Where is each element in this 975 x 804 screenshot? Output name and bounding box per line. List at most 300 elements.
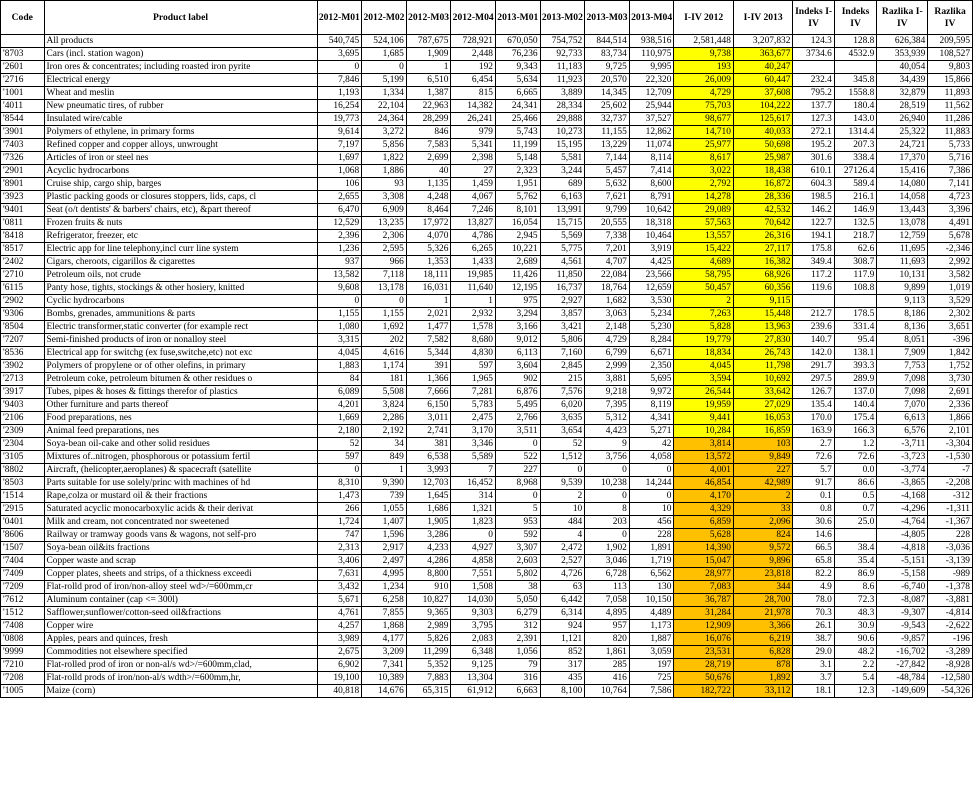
cell-code: '9401: [1, 204, 45, 217]
cell-m2013-01: 522: [495, 451, 540, 464]
cell-indeks2: 338.4: [834, 152, 876, 165]
cell-m2013-04: 197: [629, 659, 674, 672]
cell-m2012-04: 4,858: [451, 555, 496, 568]
cell-m2012-02: 3,209: [362, 646, 407, 659]
cell-m2012-01: 3,432: [317, 581, 362, 594]
cell-m2013-04: 5,230: [629, 321, 674, 334]
cell-m2013-01: 8,968: [495, 477, 540, 490]
column-header-m2013-02: 2013-M02: [540, 1, 585, 35]
cell-code: '1512: [1, 607, 45, 620]
cell-m2013-03: 22,084: [585, 269, 630, 282]
cell-m2012-04: 14,382: [451, 100, 496, 113]
cell-razlika1: 28,519: [877, 100, 928, 113]
cell-razlika1: 11,695: [877, 243, 928, 256]
cell-m2012-03: 2,741: [406, 425, 451, 438]
table-body: [1, 35, 973, 698]
cell-m2012-04: 0: [451, 529, 496, 542]
table-row: [1, 334, 973, 347]
cell-m2012-03: 5,344: [406, 347, 451, 360]
cell-razlika1: 7,098: [877, 373, 928, 386]
cell-m2013-04: 11,074: [629, 139, 674, 152]
cell-m2013-04: 5,695: [629, 373, 674, 386]
cell-razlika2: -2,622: [928, 620, 973, 633]
cell-m2013-01: 670,050: [495, 35, 540, 48]
cell-m2013-01: 24,341: [495, 100, 540, 113]
cell-m2012-04: 6,348: [451, 646, 496, 659]
cell-razlika2: -1,530: [928, 451, 973, 464]
cell-code: '3917: [1, 386, 45, 399]
column-header-product: Product label: [44, 1, 317, 35]
cell-m2012-02: 14,676: [362, 685, 407, 698]
cell-product: Cyclic hydrocarbons: [44, 295, 317, 308]
cell-m2012-04: 5,783: [451, 399, 496, 412]
cell-i-iv-2013: 16,053: [733, 412, 792, 425]
cell-m2013-02: 852: [540, 646, 585, 659]
column-header-i-iv-2013: I-IV 2013: [733, 1, 792, 35]
cell-indeks2: 132.5: [834, 217, 876, 230]
cell-m2012-01: 0: [317, 295, 362, 308]
cell-m2013-02: 2,845: [540, 360, 585, 373]
cell-indeks1: 3.1: [793, 659, 834, 672]
cell-razlika2: 108,527: [928, 48, 973, 61]
cell-razlika2: -1,367: [928, 516, 973, 529]
cell-razlika1: -9,307: [877, 607, 928, 620]
cell-i-iv-2012: 10,284: [674, 425, 733, 438]
cell-m2013-01: 8,101: [495, 204, 540, 217]
cell-indeks1: 2.7: [793, 438, 834, 451]
cell-m2012-04: 6,454: [451, 74, 496, 87]
cell-razlika2: 7,386: [928, 165, 973, 178]
cell-m2012-03: 4,233: [406, 542, 451, 555]
cell-product: Soya-bean oil-cake and other solid residues: [44, 438, 317, 451]
cell-m2012-01: 6,089: [317, 386, 362, 399]
cell-m2013-04: 1,887: [629, 633, 674, 646]
cell-m2013-03: 820: [585, 633, 630, 646]
cell-m2012-01: 597: [317, 451, 362, 464]
cell-razlika1: 24,721: [877, 139, 928, 152]
table-row: [1, 477, 973, 490]
cell-razlika1: 7,909: [877, 347, 928, 360]
cell-m2013-04: 7,586: [629, 685, 674, 698]
cell-m2012-01: 13,582: [317, 269, 362, 282]
cell-i-iv-2012: 16,076: [674, 633, 733, 646]
cell-i-iv-2013: 26,743: [733, 347, 792, 360]
cell-m2013-03: 3,046: [585, 555, 630, 568]
cell-indeks1: 146.2: [793, 204, 834, 217]
cell-i-iv-2013: 6,219: [733, 633, 792, 646]
cell-razlika1: 8,186: [877, 308, 928, 321]
cell-m2013-01: 11,426: [495, 269, 540, 282]
cell-i-iv-2012: 15,047: [674, 555, 733, 568]
cell-code: '8418: [1, 230, 45, 243]
cell-m2013-01: 6,279: [495, 607, 540, 620]
cell-razlika2: 3,651: [928, 321, 973, 334]
cell-m2013-02: 3,244: [540, 165, 585, 178]
cell-indeks1: 122.7: [793, 217, 834, 230]
cell-indeks1: 170.0: [793, 412, 834, 425]
cell-m2013-04: 10,642: [629, 204, 674, 217]
cell-indeks2: 138.1: [834, 347, 876, 360]
cell-product: Railway or tramway goods vans & wagons, not self-pro: [44, 529, 317, 542]
cell-product: Acyclic hydrocarbons: [44, 165, 317, 178]
cell-m2013-01: 5,762: [495, 191, 540, 204]
cell-indeks1: 3.7: [793, 672, 834, 685]
cell-m2012-01: 747: [317, 529, 362, 542]
cell-i-iv-2013: 363,677: [733, 48, 792, 61]
cell-i-iv-2012: 19,779: [674, 334, 733, 347]
cell-m2013-03: 957: [585, 620, 630, 633]
cell-m2012-04: 2,448: [451, 48, 496, 61]
cell-razlika2: 2,336: [928, 399, 973, 412]
cell-i-iv-2012: 4,001: [674, 464, 733, 477]
cell-indeks2: 95.4: [834, 334, 876, 347]
cell-indeks2: 146.9: [834, 204, 876, 217]
table-row: [1, 295, 973, 308]
table-row: [1, 74, 973, 87]
cell-m2013-02: 5,806: [540, 334, 585, 347]
cell-indeks2: 0.0: [834, 464, 876, 477]
cell-m2012-02: 739: [362, 490, 407, 503]
cell-razlika1: -48,784: [877, 672, 928, 685]
cell-m2013-03: 5,457: [585, 165, 630, 178]
cell-indeks1: 239.6: [793, 321, 834, 334]
cell-m2012-04: 1,965: [451, 373, 496, 386]
cell-i-iv-2013: 28,700: [733, 594, 792, 607]
cell-m2013-01: 6,113: [495, 347, 540, 360]
cell-i-iv-2013: 68,926: [733, 269, 792, 282]
cell-indeks1: 26.1: [793, 620, 834, 633]
cell-m2012-04: 4,927: [451, 542, 496, 555]
cell-code: '9403: [1, 399, 45, 412]
table-row: [1, 685, 973, 698]
table-row: [1, 464, 973, 477]
cell-m2012-04: 1,508: [451, 581, 496, 594]
cell-m2013-03: 7,201: [585, 243, 630, 256]
cell-product: Animal feed preparations, nes: [44, 425, 317, 438]
cell-m2012-04: 815: [451, 87, 496, 100]
cell-razlika2: -196: [928, 633, 973, 646]
cell-i-iv-2013: 40,247: [733, 61, 792, 74]
cell-m2013-04: 1,719: [629, 555, 674, 568]
cell-indeks2: 331.4: [834, 321, 876, 334]
cell-razlika1: -4,805: [877, 529, 928, 542]
cell-razlika1: -27,842: [877, 659, 928, 672]
cell-m2013-04: 456: [629, 516, 674, 529]
cell-indeks2: 0.7: [834, 503, 876, 516]
cell-m2013-01: 10,221: [495, 243, 540, 256]
cell-m2012-01: 540,745: [317, 35, 362, 48]
cell-m2012-04: 7,246: [451, 204, 496, 217]
cell-razlika2: 1,752: [928, 360, 973, 373]
cell-m2013-03: 5,312: [585, 412, 630, 425]
cell-m2012-02: 6,258: [362, 594, 407, 607]
cell-m2012-02: 34: [362, 438, 407, 451]
cell-m2012-04: 1,823: [451, 516, 496, 529]
cell-code: '8703: [1, 48, 45, 61]
cell-m2012-03: 1,387: [406, 87, 451, 100]
cell-indeks1: 272.1: [793, 126, 834, 139]
cell-razlika1: 8,051: [877, 334, 928, 347]
cell-i-iv-2012: 46,854: [674, 477, 733, 490]
cell-m2012-01: 266: [317, 503, 362, 516]
table-row: [1, 139, 973, 152]
cell-razlika2: 1,019: [928, 282, 973, 295]
cell-code: '2915: [1, 503, 45, 516]
cell-razlika2: 7,141: [928, 178, 973, 191]
cell-indeks1: 291.7: [793, 360, 834, 373]
cell-m2013-02: 3,654: [540, 425, 585, 438]
cell-razlika1: -5,158: [877, 568, 928, 581]
cell-m2013-02: 484: [540, 516, 585, 529]
cell-indeks2: 1.2: [834, 438, 876, 451]
cell-razlika2: -4,814: [928, 607, 973, 620]
cell-razlika2: 3,396: [928, 204, 973, 217]
cell-indeks1: 126.7: [793, 386, 834, 399]
cell-razlika1: 13,078: [877, 217, 928, 230]
cell-i-iv-2013: 28,336: [733, 191, 792, 204]
cell-m2012-01: 2,675: [317, 646, 362, 659]
cell-m2013-02: 1,512: [540, 451, 585, 464]
cell-razlika1: 7,753: [877, 360, 928, 373]
table-row: [1, 399, 973, 412]
cell-i-iv-2012: 50,676: [674, 672, 733, 685]
cell-product: Copper waste and scrap: [44, 555, 317, 568]
cell-indeks1: 212.7: [793, 308, 834, 321]
column-header-m2012-03: 2012-M03: [406, 1, 451, 35]
cell-product: Electrical app for switchg (ex fuse,switche,etc) not exc: [44, 347, 317, 360]
cell-m2013-04: 9,972: [629, 386, 674, 399]
cell-i-iv-2012: 3,022: [674, 165, 733, 178]
cell-indeks2: 117.9: [834, 269, 876, 282]
cell-i-iv-2012: 9,441: [674, 412, 733, 425]
cell-indeks2: 5.4: [834, 672, 876, 685]
cell-m2013-01: 1,951: [495, 178, 540, 191]
cell-product: Soya-bean oil&its fractions: [44, 542, 317, 555]
cell-indeks2: [834, 61, 876, 74]
cell-m2012-02: 849: [362, 451, 407, 464]
cell-m2013-01: 902: [495, 373, 540, 386]
cell-m2012-04: 1,459: [451, 178, 496, 191]
cell-i-iv-2013: 1,892: [733, 672, 792, 685]
cell-m2012-03: 28,299: [406, 113, 451, 126]
cell-m2012-01: 2,313: [317, 542, 362, 555]
cell-m2013-04: 4,489: [629, 607, 674, 620]
cell-m2012-03: 8,464: [406, 204, 451, 217]
cell-m2013-02: 215: [540, 373, 585, 386]
cell-m2013-01: 0: [495, 490, 540, 503]
cell-indeks2: 393.3: [834, 360, 876, 373]
cell-code: [1, 35, 45, 48]
cell-razlika1: -9,857: [877, 633, 928, 646]
cell-product: Flat-rolled prod of iron or non-al/s wd>/=600mm,clad,: [44, 659, 317, 672]
cell-m2013-03: 7,395: [585, 399, 630, 412]
cell-m2012-01: 19,773: [317, 113, 362, 126]
cell-indeks2: 25.0: [834, 516, 876, 529]
cell-indeks1: 18.1: [793, 685, 834, 698]
cell-m2013-04: 25,944: [629, 100, 674, 113]
cell-m2012-04: 5,341: [451, 139, 496, 152]
cell-m2013-01: 5,148: [495, 152, 540, 165]
cell-m2013-04: 725: [629, 672, 674, 685]
cell-m2012-04: 2,083: [451, 633, 496, 646]
cell-i-iv-2013: 2: [733, 490, 792, 503]
cell-m2013-01: 6,665: [495, 87, 540, 100]
cell-product: Rape,colza or mustard oil & their fractions: [44, 490, 317, 503]
cell-m2012-01: 9,608: [317, 282, 362, 295]
cell-m2013-03: 9: [585, 438, 630, 451]
cell-m2013-02: 4,561: [540, 256, 585, 269]
cell-m2013-03: 7,621: [585, 191, 630, 204]
cell-m2013-03: 2,999: [585, 360, 630, 373]
cell-m2013-03: 13,229: [585, 139, 630, 152]
cell-code: '7207: [1, 334, 45, 347]
cell-m2013-03: 25,602: [585, 100, 630, 113]
cell-m2013-03: 7,058: [585, 594, 630, 607]
cell-m2012-03: 1,645: [406, 490, 451, 503]
cell-i-iv-2013: 3,207,832: [733, 35, 792, 48]
cell-m2013-02: 11,183: [540, 61, 585, 74]
table-row: [1, 61, 973, 74]
cell-code: '3902: [1, 360, 45, 373]
cell-m2013-01: 1,056: [495, 646, 540, 659]
cell-razlika1: 15,416: [877, 165, 928, 178]
cell-m2012-03: 846: [406, 126, 451, 139]
cell-m2013-02: 924: [540, 620, 585, 633]
cell-product: Electric app for line telephony,incl curr line system: [44, 243, 317, 256]
cell-product: Articles of iron or steel nes: [44, 152, 317, 165]
cell-m2013-02: 2,472: [540, 542, 585, 555]
cell-indeks2: 48.3: [834, 607, 876, 620]
cell-indeks2: 180.4: [834, 100, 876, 113]
cell-m2012-03: 4,070: [406, 230, 451, 243]
cell-indeks2: 345.8: [834, 74, 876, 87]
cell-i-iv-2013: 33,112: [733, 685, 792, 698]
cell-i-iv-2012: 8,617: [674, 152, 733, 165]
cell-i-iv-2013: 27,117: [733, 243, 792, 256]
cell-indeks1: 0.8: [793, 503, 834, 516]
cell-m2012-02: 1,407: [362, 516, 407, 529]
cell-m2013-04: 3,530: [629, 295, 674, 308]
cell-product: Safflower,sunflower/cotton-seed oil&fractions: [44, 607, 317, 620]
column-header-razlika2: Razlika IV: [928, 1, 973, 35]
column-header-m2012-02: 2012-M02: [362, 1, 407, 35]
cell-i-iv-2013: 16,859: [733, 425, 792, 438]
cell-i-iv-2012: 23,531: [674, 646, 733, 659]
cell-i-iv-2013: 25,987: [733, 152, 792, 165]
cell-i-iv-2012: 5,628: [674, 529, 733, 542]
cell-m2013-03: 4,423: [585, 425, 630, 438]
cell-m2013-01: 5,495: [495, 399, 540, 412]
cell-m2012-02: 1,685: [362, 48, 407, 61]
cell-product: Apples, pears and quinces, fresh: [44, 633, 317, 646]
cell-m2013-02: 7,160: [540, 347, 585, 360]
cell-i-iv-2012: 25,977: [674, 139, 733, 152]
cell-m2013-03: 83,734: [585, 48, 630, 61]
cell-product: Insulated wire/cable: [44, 113, 317, 126]
cell-product: All products: [44, 35, 317, 48]
cell-m2012-03: 1,477: [406, 321, 451, 334]
cell-m2013-03: 3,063: [585, 308, 630, 321]
cell-code: '2716: [1, 74, 45, 87]
cell-m2012-01: 12,529: [317, 217, 362, 230]
cell-m2013-02: 1,121: [540, 633, 585, 646]
cell-m2013-03: 416: [585, 672, 630, 685]
cell-m2013-02: 2,527: [540, 555, 585, 568]
cell-m2013-02: 435: [540, 672, 585, 685]
cell-m2012-04: 13,304: [451, 672, 496, 685]
cell-m2012-01: 3,989: [317, 633, 362, 646]
cell-indeks1: 137.7: [793, 100, 834, 113]
table-row: [1, 516, 973, 529]
cell-m2013-02: 6,314: [540, 607, 585, 620]
cell-m2013-02: 11,923: [540, 74, 585, 87]
cell-m2013-01: 3,511: [495, 425, 540, 438]
cell-m2013-03: 10,764: [585, 685, 630, 698]
cell-m2013-02: 15,715: [540, 217, 585, 230]
cell-code: '7409: [1, 568, 45, 581]
cell-m2013-04: 12,862: [629, 126, 674, 139]
cell-m2012-02: 0: [362, 61, 407, 74]
cell-m2013-02: 3,421: [540, 321, 585, 334]
cell-razlika1: 25,322: [877, 126, 928, 139]
cell-m2013-03: 32,737: [585, 113, 630, 126]
cell-indeks1: 65.8: [793, 555, 834, 568]
cell-m2012-04: 3,346: [451, 438, 496, 451]
cell-code: '7208: [1, 672, 45, 685]
cell-m2013-04: 10,150: [629, 594, 674, 607]
cell-m2012-02: 24,364: [362, 113, 407, 126]
cell-code: '2304: [1, 438, 45, 451]
cell-m2012-01: 2,396: [317, 230, 362, 243]
cell-m2013-03: 20,555: [585, 217, 630, 230]
cell-m2012-03: 9,365: [406, 607, 451, 620]
cell-m2013-02: 11,850: [540, 269, 585, 282]
cell-indeks1: 142.0: [793, 347, 834, 360]
cell-indeks2: 86.6: [834, 477, 876, 490]
cell-m2012-03: 4,248: [406, 191, 451, 204]
cell-indeks2: [834, 295, 876, 308]
cell-indeks1: 66.5: [793, 542, 834, 555]
cell-m2013-01: 76,236: [495, 48, 540, 61]
cell-m2012-04: 6,265: [451, 243, 496, 256]
cell-m2012-01: 1,193: [317, 87, 362, 100]
table-row: [1, 386, 973, 399]
cell-indeks2: 1314.4: [834, 126, 876, 139]
cell-m2013-02: 5,775: [540, 243, 585, 256]
cell-m2013-01: 9,012: [495, 334, 540, 347]
cell-m2012-04: 1,578: [451, 321, 496, 334]
table-row: [1, 230, 973, 243]
cell-i-iv-2013: 10,692: [733, 373, 792, 386]
cell-m2012-04: 1,321: [451, 503, 496, 516]
cell-indeks2: 30.9: [834, 620, 876, 633]
cell-m2013-01: 5: [495, 503, 540, 516]
cell-i-iv-2012: 36,787: [674, 594, 733, 607]
cell-m2013-03: 203: [585, 516, 630, 529]
cell-code: '2901: [1, 165, 45, 178]
cell-product: Frozen fruits & nuts: [44, 217, 317, 230]
cell-m2013-03: 0: [585, 464, 630, 477]
table-row: [1, 217, 973, 230]
table-row: [1, 659, 973, 672]
cell-i-iv-2013: 15,448: [733, 308, 792, 321]
cell-m2013-02: 754,752: [540, 35, 585, 48]
cell-m2012-04: 1: [451, 295, 496, 308]
cell-m2012-02: 13,235: [362, 217, 407, 230]
cell-m2013-04: 8,114: [629, 152, 674, 165]
cell-m2013-04: 4,058: [629, 451, 674, 464]
cell-m2013-02: 3,635: [540, 412, 585, 425]
